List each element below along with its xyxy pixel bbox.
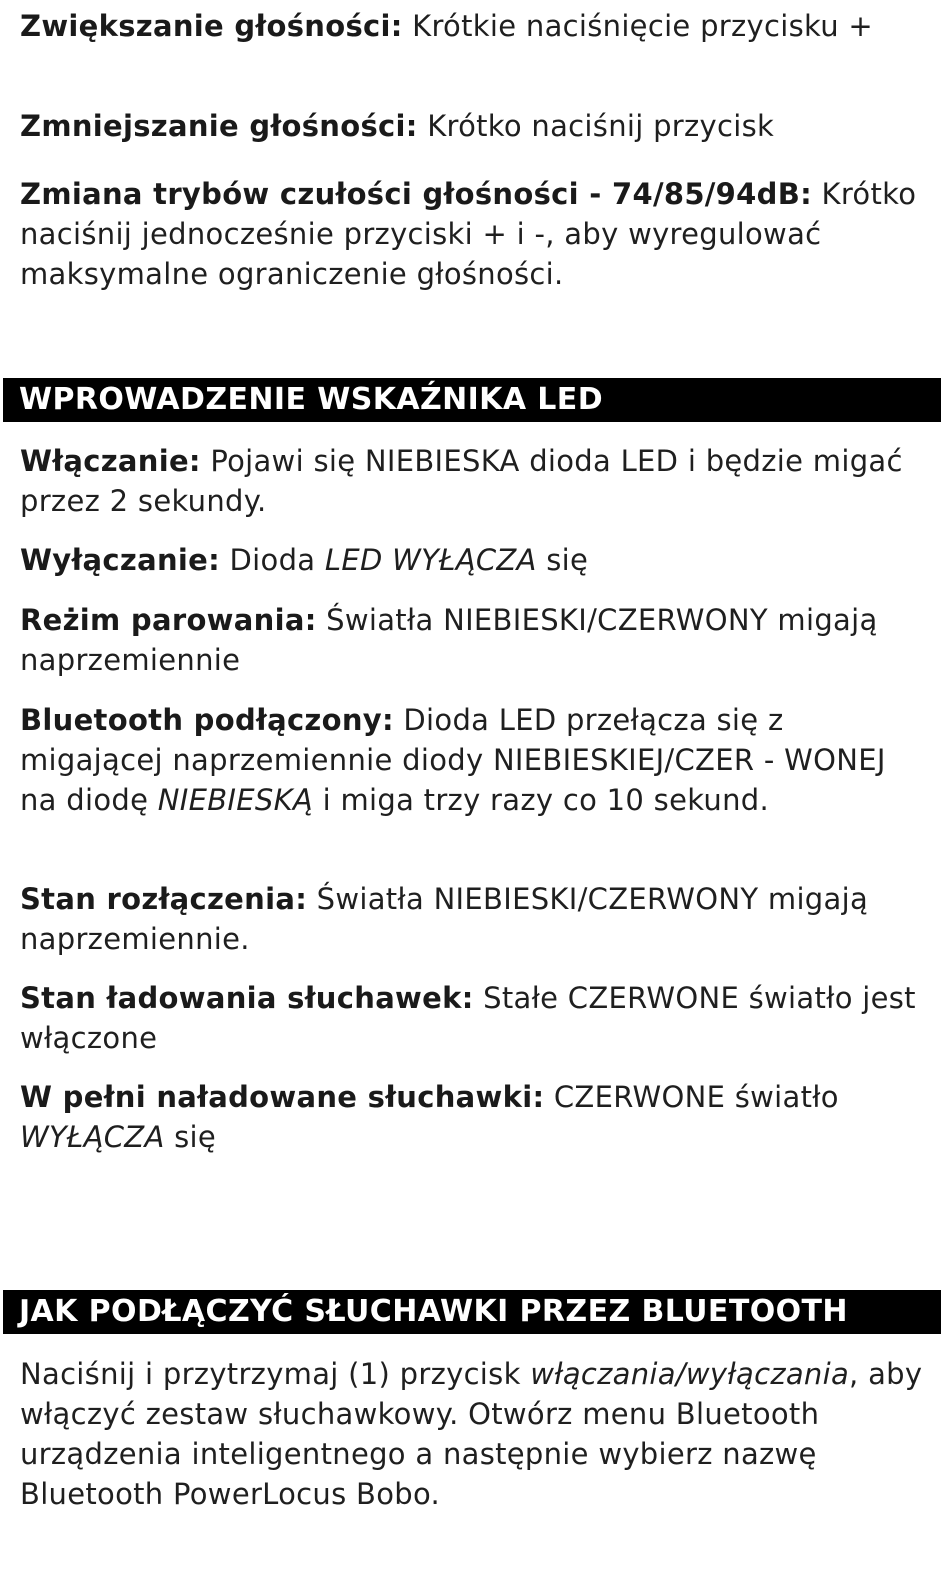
fully-charged-text-after: się bbox=[164, 1120, 217, 1154]
power-off-text-italic: LED WYŁĄCZA bbox=[324, 543, 537, 577]
disconnected-state-text: Światła NIEBIESKI/CZERWONY migają naprzemiennie. bbox=[20, 882, 869, 956]
power-off-paragraph bbox=[20, 540, 925, 580]
fully-charged-paragraph bbox=[20, 1077, 925, 1157]
volume-down-label: Zmniejszanie głośności: bbox=[20, 109, 418, 143]
bluetooth-instructions-paragraph bbox=[20, 1354, 925, 1514]
bluetooth-instructions-text-after: , aby włączyć zestaw słuchawkowy. Otwórz menu Bluetooth urządzenia inteligentnego a następnie wybierz nazwę Bluetooth PowerLocus Bobo. bbox=[20, 1357, 923, 1511]
volume-up-text: Krótkie naciśnięcie przycisku + bbox=[402, 9, 874, 43]
charging-state-text: Stałe CZERWONE światło jest włączone bbox=[20, 981, 916, 1055]
pairing-mode-label: Reżim parowania: bbox=[20, 603, 317, 637]
sensitivity-modes-text: Krótko naciśnij jednocześnie przyciski + i -, aby wyregulować maksymalne ograniczenie głośności. bbox=[20, 177, 917, 291]
bluetooth-section-heading: JAK PODŁĄCZYĆ SŁUCHAWKI PRZEZ BLUETOOTH bbox=[3, 1290, 941, 1334]
volume-down-text: Krótko naciśnij przycisk bbox=[417, 109, 775, 143]
fully-charged-label: W pełni naładowane słuchawki: bbox=[20, 1080, 545, 1114]
power-off-text-after: się bbox=[536, 543, 589, 577]
fully-charged-text-before: CZERWONE światło bbox=[544, 1080, 839, 1114]
volume-down-paragraph bbox=[20, 106, 925, 146]
bluetooth-instructions-text-before: Naciśnij i przytrzymaj (1) przycisk bbox=[20, 1357, 531, 1391]
bluetooth-instructions-text-italic: włączania/wyłączania bbox=[530, 1357, 850, 1391]
power-off-text-before: Dioda bbox=[220, 543, 325, 577]
pairing-mode-paragraph bbox=[20, 600, 925, 680]
sensitivity-modes-label: Zmiana trybów czułości głośności - 74/85/94dB: bbox=[20, 177, 812, 211]
bluetooth-connected-text-before: Dioda LED przełącza się z migającej naprzemiennie diody NIEBIESKIEJ/CZER - WONEJ na diodę bbox=[20, 703, 886, 817]
volume-up-paragraph bbox=[20, 6, 925, 46]
bluetooth-connected-label: Bluetooth podłączony: bbox=[20, 703, 394, 737]
disconnected-state-paragraph bbox=[20, 879, 925, 959]
bluetooth-connected-paragraph bbox=[20, 700, 925, 820]
fully-charged-text-italic: WYŁĄCZA bbox=[20, 1120, 165, 1154]
bluetooth-connected-text-after: i miga trzy razy co 10 sekund. bbox=[313, 783, 770, 817]
bluetooth-connected-text-italic: NIEBIESKĄ bbox=[157, 783, 314, 817]
charging-state-label: Stan ładowania słuchawek: bbox=[20, 981, 474, 1015]
disconnected-state-label: Stan rozłączenia: bbox=[20, 882, 308, 916]
power-on-text: Pojawi się NIEBIESKA dioda LED i będzie migać przez 2 sekundy. bbox=[20, 444, 903, 518]
sensitivity-modes-paragraph bbox=[20, 174, 925, 294]
charging-state-paragraph bbox=[20, 978, 925, 1058]
power-on-label: Włączanie: bbox=[20, 444, 201, 478]
power-off-label: Wyłączanie: bbox=[20, 543, 221, 577]
volume-up-label: Zwiększanie głośności: bbox=[20, 9, 403, 43]
power-on-paragraph bbox=[20, 441, 925, 521]
led-section-heading: WPROWADZENIE WSKAŹNIKA LED bbox=[3, 378, 941, 422]
pairing-mode-text: Światła NIEBIESKI/CZERWONY migają naprzemiennie bbox=[20, 603, 878, 677]
